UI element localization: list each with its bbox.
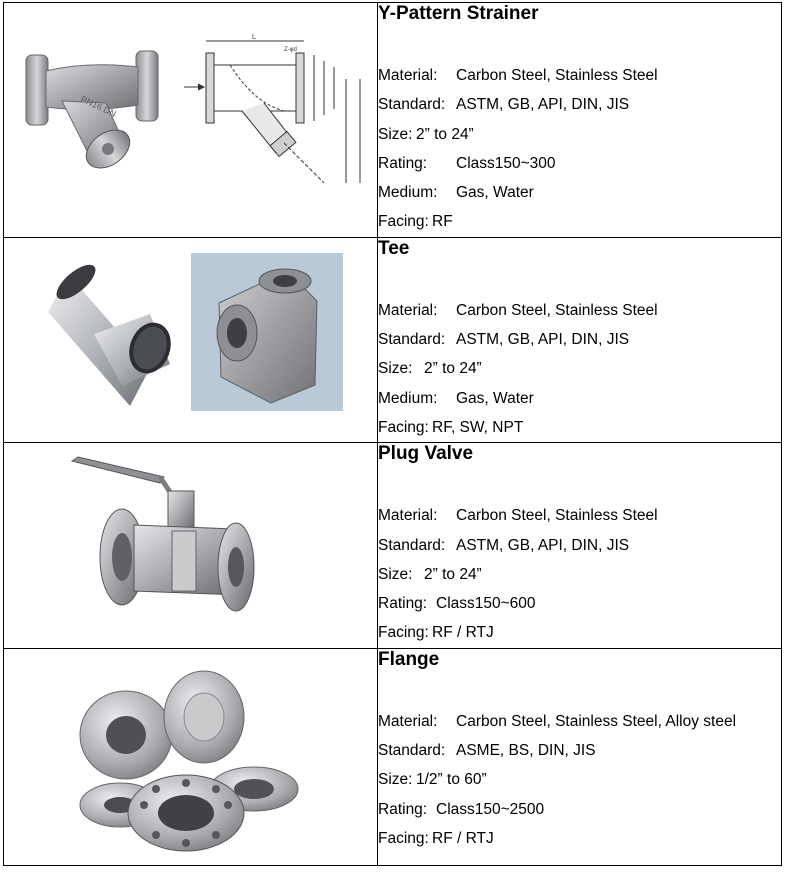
spec-facing: Facing: RF / RTJ bbox=[378, 829, 494, 847]
spec-facing: Facing: RF, SW, NPT bbox=[378, 418, 524, 436]
product-image-cell bbox=[4, 648, 378, 865]
spec-size: Size: 2” to 24” bbox=[378, 565, 482, 583]
product-row-plug-valve bbox=[4, 443, 782, 648]
forged-tee-photo-frame bbox=[191, 253, 343, 411]
drawing-bolt-label: Z-φd bbox=[284, 47, 297, 53]
product-spec-cell bbox=[378, 443, 782, 648]
strainer-cast-marking: PN16 DN bbox=[79, 93, 118, 119]
spec-standard: Standard: ASTM, GB, API, DIN, JIS bbox=[378, 536, 630, 554]
strainer-photo bbox=[18, 43, 168, 173]
product-image-cell bbox=[4, 237, 378, 442]
product-spec-cell bbox=[378, 3, 782, 238]
spec-rating: Rating: Class150~2500 bbox=[378, 800, 545, 818]
spec-medium: Medium: Gas, Water bbox=[378, 389, 534, 407]
plug-valve-photo bbox=[64, 455, 264, 635]
spec-rating: Rating: Class150~600 bbox=[378, 595, 536, 613]
product-row-flange bbox=[4, 648, 782, 865]
product-title: Tee bbox=[378, 237, 410, 259]
product-image-cell bbox=[4, 3, 378, 238]
product-title: Y-Pattern Strainer bbox=[378, 3, 539, 24]
drawing-length-label: L bbox=[252, 34, 256, 41]
spec-rating: Rating: Class150~300 bbox=[378, 154, 556, 172]
spec-standard: Standard: ASTM, GB, API, DIN, JIS bbox=[378, 331, 630, 349]
spec-standard: Standard: ASTM, GB, API, DIN, JIS bbox=[378, 96, 630, 114]
forged-tee-photo bbox=[191, 253, 343, 411]
spec-material: Material: Carbon Steel, Stainless Steel, Alloy steel bbox=[378, 712, 737, 730]
strainer-drawing bbox=[184, 33, 374, 193]
spec-size: Size: 2” to 24” bbox=[378, 125, 474, 143]
flange-photo bbox=[74, 665, 304, 855]
spec-standard: Standard: ASME, BS, DIN, JIS bbox=[378, 742, 596, 760]
spec-size: Size: 1/2” to 60” bbox=[378, 771, 487, 789]
product-row-strainer bbox=[4, 3, 782, 238]
product-spec-cell bbox=[378, 237, 782, 442]
product-spec-cell bbox=[378, 648, 782, 865]
product-image-cell bbox=[4, 443, 378, 648]
product-title: Plug Valve bbox=[378, 443, 474, 465]
buttweld-tee-photo bbox=[38, 256, 178, 416]
spec-facing: Facing: RF / RTJ bbox=[378, 624, 494, 642]
spec-material: Material: Carbon Steel, Stainless Steel bbox=[378, 507, 658, 525]
spec-material: Material: Carbon Steel, Stainless Steel bbox=[378, 67, 658, 84]
spec-medium: Medium: Gas, Water bbox=[378, 184, 534, 202]
spec-facing: Facing: RF bbox=[378, 213, 453, 231]
product-row-tee bbox=[4, 237, 782, 442]
spec-material: Material: Carbon Steel, Stainless Steel bbox=[378, 301, 658, 319]
product-title: Flange bbox=[378, 648, 440, 670]
spec-size: Size: 2” to 24” bbox=[378, 360, 482, 378]
product-spec-table bbox=[3, 2, 782, 866]
